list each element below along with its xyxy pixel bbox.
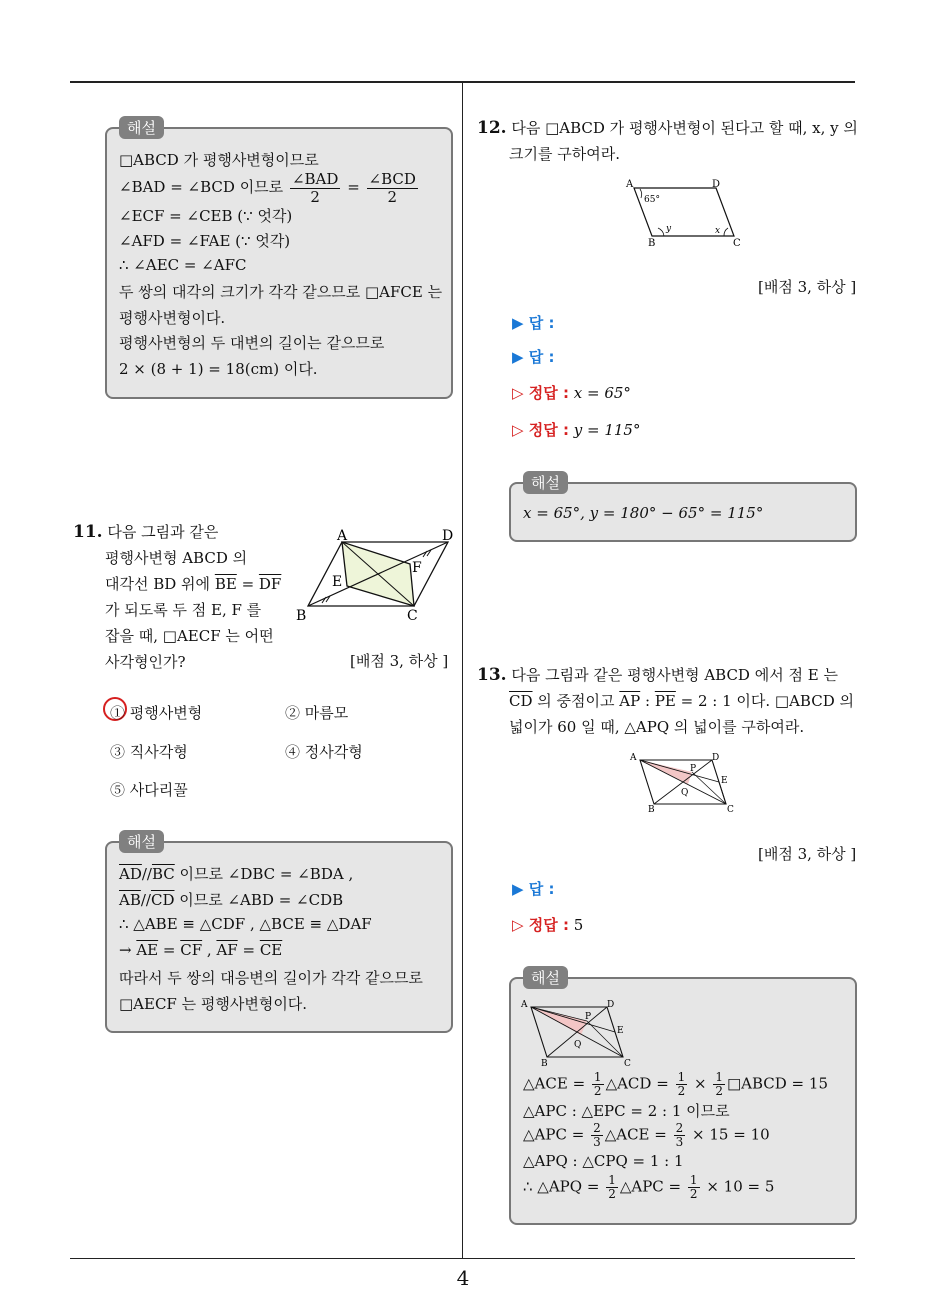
exp11-line1: $\overline{AD}//\overline{BC}$ 이므로 ∠DBC = ∠BDA , (119, 865, 354, 883)
q11-label-D: D (442, 528, 454, 544)
exp11-line4: → $\overline{AE} = \overline{CF}$ , $\overline{AF} = \overline{CE}$ (119, 941, 283, 959)
q12-angle-x: x (715, 226, 721, 236)
q12-correct-2: ▷ 정답 : y = 115° (512, 421, 641, 439)
bottom-rule (70, 1258, 855, 1259)
explanation-tag: 해설 (119, 116, 164, 139)
q11-figure (292, 526, 462, 626)
exp13-line1: △ACE = $\frac{1}{2}$ △ACD = $\frac{1}{2}$ × $\frac{1}{2}$ □ABCD = 15 (523, 1070, 828, 1099)
q13-correct: ▷ 정답 : 5 (512, 916, 584, 934)
q13-label-P: P (690, 764, 697, 774)
exp12-line1: x = 65°, y = 180° − 65° = 115° (523, 504, 764, 522)
exp10-line3: ∠ECF = ∠CEB (∵ 엇각) (119, 207, 293, 225)
exp13-label-B: B (541, 1059, 548, 1069)
q12-label-B: B (648, 238, 656, 249)
exp10-line2: ∠BAD = ∠BCD 이므로 $\frac{\text{∠BAD}}{2}$ = $\frac{\text{∠BCD}}{2}$ (119, 170, 416, 206)
q11-label-E: E (332, 574, 343, 590)
exp11-line3: ∴ △ABE ≡ △CDF , △BCE ≡ △DAF (119, 915, 372, 933)
q13-number: 13. (477, 665, 507, 685)
q12-correct-1: ▷ 정답 : x = 65° (512, 384, 631, 402)
q12-label-D: D (712, 179, 721, 190)
q12-answer-2[interactable]: ▶ 답 : (512, 348, 555, 366)
q12-label-C: C (733, 238, 741, 249)
exp10-line6: 두 쌍의 대각의 크기가 각각 같으므로 □AFCE 는 (119, 283, 443, 301)
q13-answer-1[interactable]: ▶ 답 : (512, 880, 555, 898)
exp13-line3: △APC = $\frac{2}{3}$ △ACE = $\frac{2}{3}$ × 15 = 10 (523, 1121, 770, 1150)
explanation-tag: 해설 (523, 966, 568, 989)
q13-label-E: E (721, 776, 728, 786)
q13-label-B: B (648, 805, 655, 815)
explanation-tag: 해설 (523, 471, 568, 494)
q11-score: [배점 3, 하상 ] (350, 652, 449, 670)
q12-label-A: A (626, 179, 634, 190)
exp13-label-P: P (585, 1012, 592, 1022)
exp10-line8: 평행사변형의 두 대변의 길이는 같으므로 (119, 334, 385, 352)
q13-label-C: C (727, 805, 734, 815)
q11-label-B: B (296, 608, 307, 624)
q11-label-C: C (407, 608, 418, 624)
q11-choice-5[interactable]: ⑤ 사다리꼴 (110, 781, 188, 799)
explanation-box-11 (105, 833, 453, 1033)
explanation-tag: 해설 (119, 830, 164, 853)
exp13-line5: ∴ △APQ = $\frac{1}{2}$ △APC = $\frac{1}{2}$ × 10 = 5 (523, 1173, 775, 1202)
q13-label-D: D (712, 753, 720, 763)
q11-label-A: A (337, 528, 348, 544)
exp10-line4: ∠AFD = ∠FAE (∵ 엇각) (119, 232, 291, 250)
exp11-line6: □AECF 는 평행사변형이다. (119, 995, 308, 1013)
q13-score: [배점 3, 하상 ] (758, 845, 857, 863)
q11-choice-3[interactable]: ③ 직사각형 (110, 743, 188, 761)
q13-label-Q: Q (681, 788, 689, 798)
exp13-label-Q: Q (574, 1040, 582, 1050)
exp13-label-A: A (521, 1000, 528, 1010)
exp13-label-C: C (624, 1059, 631, 1069)
explanation-box-13 (509, 969, 857, 1225)
exp13-label-E: E (617, 1026, 624, 1036)
q11-choice-2[interactable]: ② 마름모 (285, 704, 349, 722)
q11-choice-4[interactable]: ④ 정사각형 (285, 743, 363, 761)
exp10-line5: ∴ ∠AEC = ∠AFC (119, 256, 247, 274)
q12-number: 12. (477, 118, 507, 138)
exp10-line7: 평행사변형이다. (119, 309, 226, 327)
explanation-box-12 (509, 474, 857, 542)
q11-label-F: F (412, 560, 422, 576)
q12-text: 12. 다음 □ABCD 가 평행사변형이 된다고 할 때, x, y 의 크기를 구하여라. (477, 118, 858, 163)
exp13-line2: △APC : △EPC = 2 : 1 이므로 (523, 1102, 730, 1120)
exp11-line5: 따라서 두 쌍의 대응변의 길이가 각각 같으므로 (119, 969, 423, 987)
q12-angle-y: y (666, 224, 672, 234)
exp13-line4: △APQ : △CPQ = 1 : 1 (523, 1152, 684, 1170)
exp10-line1: □ABCD 가 평행사변형이므로 (119, 151, 319, 169)
q12-angle-65: 65° (644, 195, 660, 205)
q11-number: 11. (73, 522, 103, 542)
explanation-box-10 (105, 119, 453, 399)
q12-score: [배점 3, 하상 ] (758, 278, 857, 296)
exp11-line2: $\overline{AB}//\overline{CD}$ 이므로 ∠ABD = ∠CDB (119, 891, 344, 909)
exp13-label-D: D (607, 1000, 615, 1010)
q13-label-A: A (630, 753, 637, 763)
column-divider (462, 83, 463, 1258)
q13-text: 13. 다음 그림과 같은 평행사변형 ABCD 에서 점 E 는 $\overline{CD}$ 의 중점이고 $\overline{AP}$ : $\overline{PE} = 2$ : 1 이다. □ABCD 의 넓이가 60 일 때, △APQ 의 넓이를 구하여라. (477, 665, 854, 736)
q11-choice-1[interactable]: ① 평행사변형 (110, 704, 203, 722)
q11-text: 11. 다음 그림과 같은 평행사변형 ABCD 의 대각선 BD 위에 $\overline{BE} = \overline{DF}$ 가 되도록 두 점 E, F 를 잡을 때, □AECF 는 어떤 사각형인가? (73, 522, 282, 671)
exp10-line9: 2 × (8 + 1) = 18(cm) 이다. (119, 360, 318, 378)
q12-figure (620, 176, 750, 250)
page-number: 4 (456, 1266, 470, 1290)
exp13-figure (519, 997, 639, 1069)
q13-figure (626, 750, 742, 816)
q12-answer-1[interactable]: ▶ 답 : (512, 314, 555, 332)
